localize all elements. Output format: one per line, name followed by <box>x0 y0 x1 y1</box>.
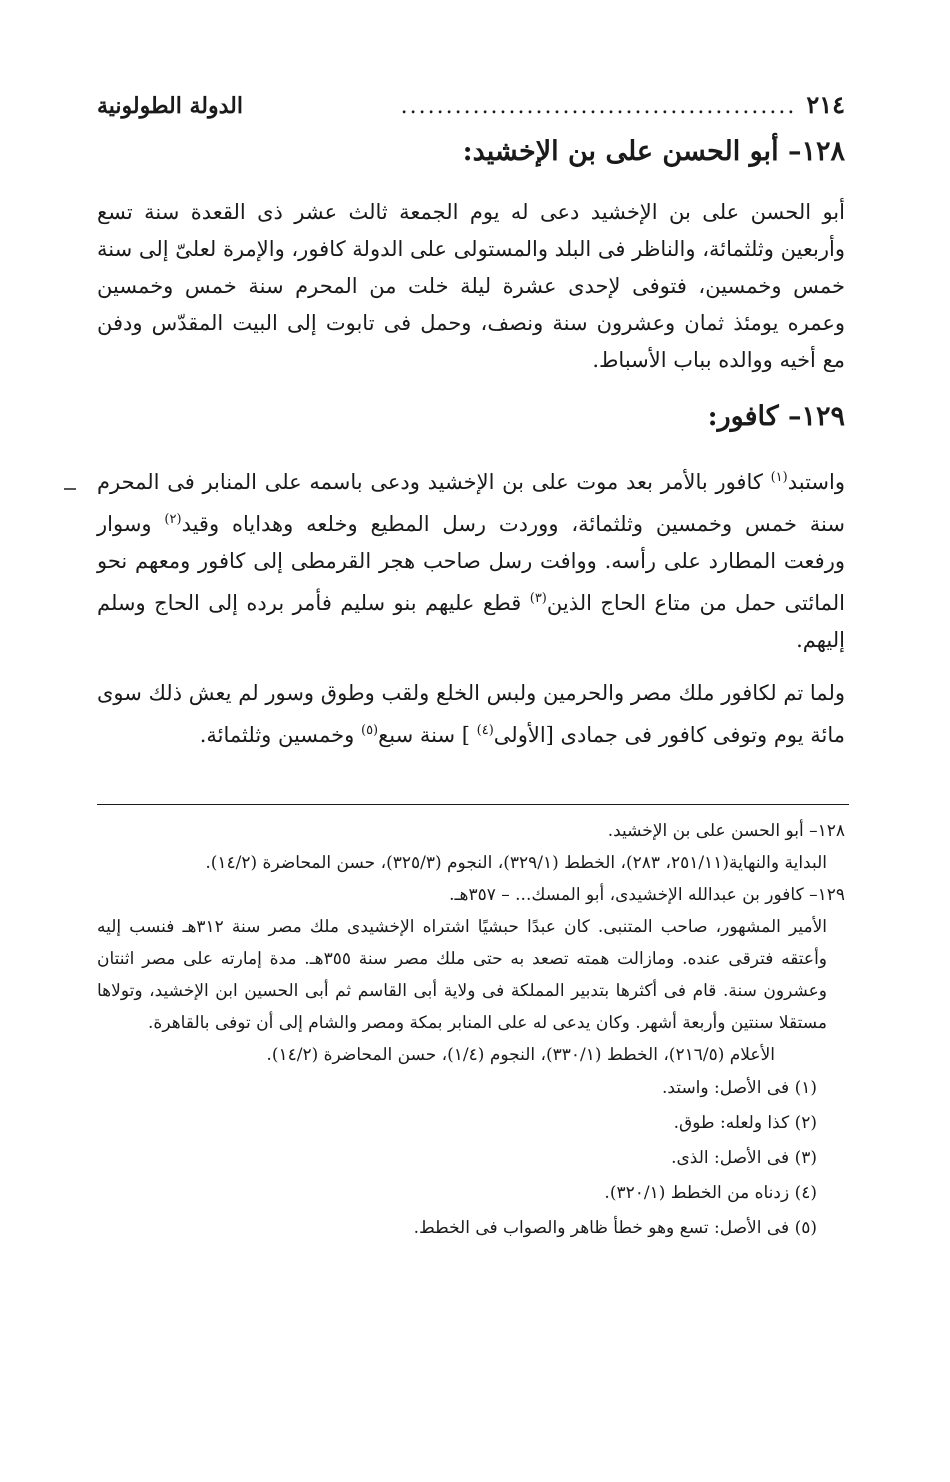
footnote-ref: (١) <box>770 470 788 485</box>
footnote-rule <box>97 804 849 805</box>
scan-mark <box>64 488 76 490</box>
text-run: واستبد <box>787 470 845 494</box>
text-run: كافور بالأمر بعد موت على بن الإخشيد ودعى باسمه على المنابر فى المحرم سنة خمس وخمسين وثلثمائة، ووردت رسل المطيع وخلعه وهداياه وقيد <box>97 470 845 536</box>
footnote-3: (٣) فى الأصل: الذى. <box>671 1148 817 1168</box>
text-run: قطع عليهم بنو سليم فأمر برده إلى الحاج وسلم إليهم. <box>97 591 845 652</box>
entry-129-paragraph-1 <box>97 459 845 659</box>
entry-129-paragraph-2 <box>97 675 845 754</box>
running-title: الدولة الطولونية <box>97 93 243 119</box>
text-run: ] سنة سبع <box>378 723 477 747</box>
note-128-sources: البداية والنهاية(٢٥١/١١، ٢٨٣)، الخطط (٣٢٩/١)، النجوم (٣٢٥/٣)، حسن المحاضرة (١٤/٢). <box>205 853 827 873</box>
footnotes <box>97 815 845 1246</box>
page-body <box>97 90 845 754</box>
note-128-title: ١٢٨– أبو الحسن على بن الإخشيد. <box>607 821 845 841</box>
running-header <box>97 90 845 130</box>
entry-128-paragraph: أبو الحسن على بن الإخشيد دعى له يوم الجمعة ثالث عشر ذى القعدة سنة تسع وأربعين وثلثمائة، والناظر فى البلد والمستولى على الدولة كافور، والإمرة لعلىّ إلى سنة خمس وخمسين، فتوفى لإحدى عشرة ليلة خلت من المحرم سنة خمس وخمسين وعمره يومئذ ثمان وعشرون سنة ونصف، وحمل فى تابوت إلى البيت المقدّس ودفن مع أخيه ووالده بباب الأسباط. <box>97 200 845 372</box>
footnote-1: (١) فى الأصل: واستد. <box>661 1078 817 1098</box>
footnote-4: (٤) زدناه من الخطط (٣٢٠/١). <box>604 1183 817 1203</box>
leader-dots: ............................................ <box>400 94 797 119</box>
footnote-ref: (٣) <box>529 591 547 606</box>
text-run: وخمسين وثلثمائة. <box>199 723 361 747</box>
entry-128-heading: ١٢٨– أبو الحسن على بن الإخشيد: <box>462 136 845 167</box>
footnote-ref: (٥) <box>360 723 379 738</box>
text-run: وسوار ورفعت المطارد على رأسه. ووافت رسل صاحب هجر القرمطى إلى كافور ومعهم نحو المائتى حمل من متاع الحاج الذين <box>97 512 846 615</box>
note-129-bio: الأمير المشهور، صاحب المتنبى. كان عبدًا حبشيًا اشتراه الإخشيدى ملك مصر سنة ٣١٢هـ فنسب إليه وأعتقه فترقى عنده. ومازالت همته تصعد به حتى ملك مصر سنة ٣٥٥هـ. مدة إمارته على مصر اثنتان وعشرون سنة. قام فى أكثرها بتدبير المملكة فى ولاية أبى القاسم ثم أبى الحسين ابن الإخشيد، وتولاها مستقلا سنتين وأربعة أشهر. وكان يدعى له على المنابر بمكة ومصر والشام إلى أن توفى بالقاهرة. <box>97 917 827 1033</box>
text-run: ولما تم لكافور ملك مصر والحرمين ولبس الخلع ولقب وطوق وسور لم يعش ذلك سوى مائة يوم وتوفى كافور فى جمادى [الأولى <box>97 681 845 747</box>
footnote-5: (٥) فى الأصل: تسع وهو خطأ ظاهر والصواب فى الخطط. <box>413 1218 817 1238</box>
entry-129-heading: ١٢٩– كافور: <box>707 401 845 432</box>
footnote-2: (٢) كذا ولعله: طوق. <box>673 1113 817 1133</box>
note-129-title: ١٢٩– كافور بن عبدالله الإخشيدى، أبو المسك... – ٣٥٧هـ. <box>449 885 845 905</box>
footnote-ref: (٤) <box>476 723 494 738</box>
footnote-ref: (٢) <box>164 512 182 527</box>
page-number: ٢١٤ <box>806 90 845 119</box>
note-129-sources: الأعلام (٢١٦/٥)، الخطط (٣٣٠/١)، النجوم (١/٤)، حسن المحاضرة (١٤/٢). <box>266 1045 775 1065</box>
